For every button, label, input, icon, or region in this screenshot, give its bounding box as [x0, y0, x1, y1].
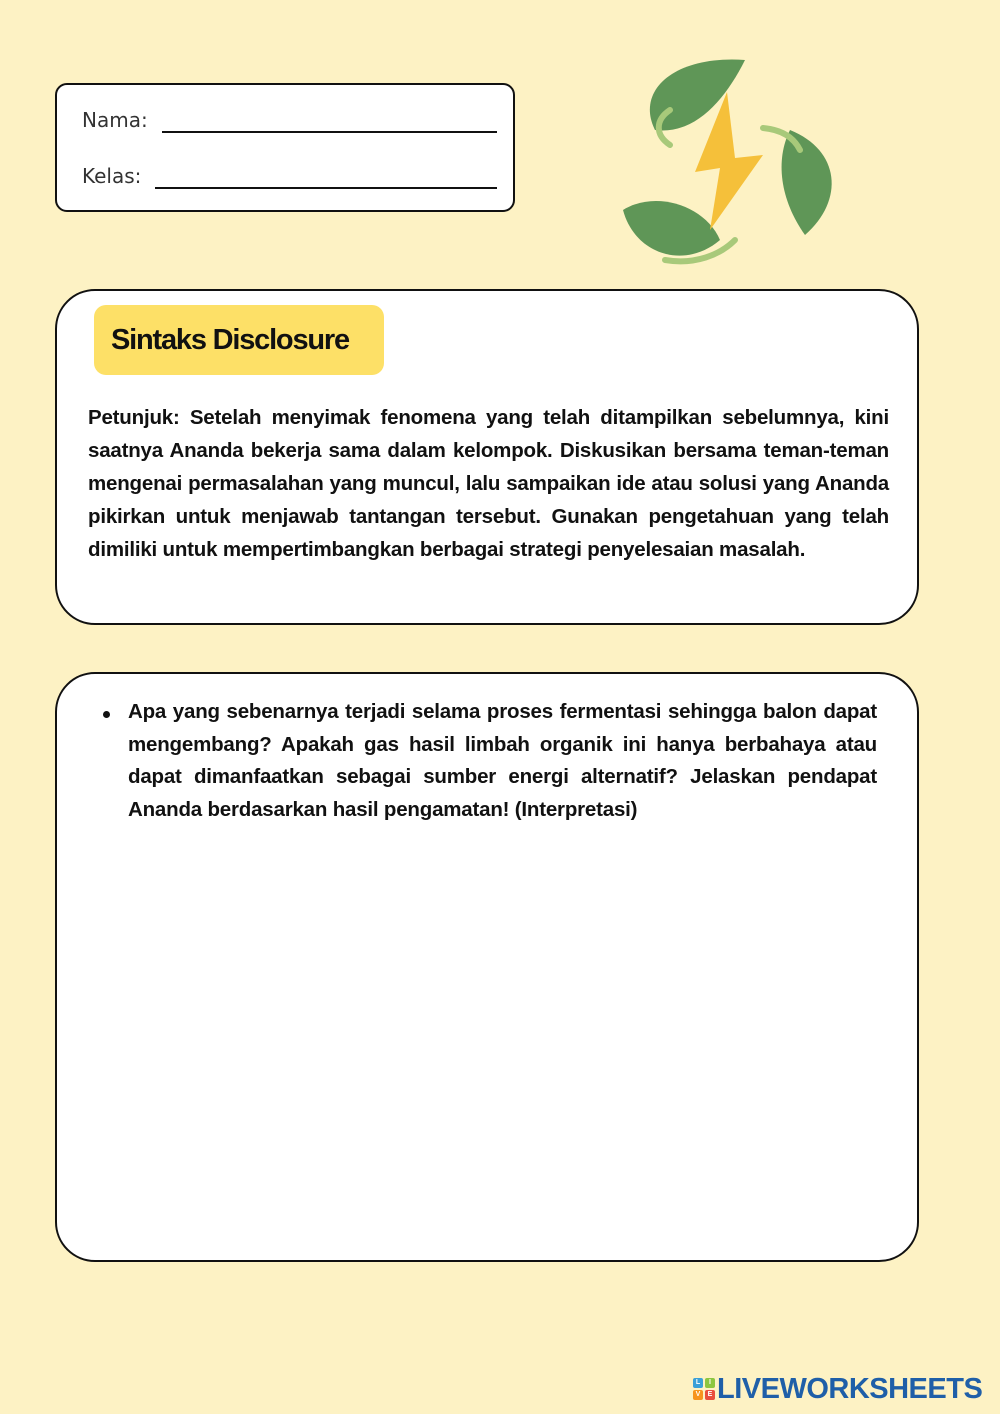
question-item	[87, 696, 877, 826]
name-field[interactable]	[162, 107, 497, 133]
liveworksheets-logo	[693, 1373, 982, 1405]
brand-name: LIVEWORKSHEETS	[717, 1372, 983, 1405]
question-text: Apa yang sebenarnya terjadi selama proses fermentasi sehingga balon dapat mengembang? Apakah gas hasil limbah organik ini hanya berbahaya atau dapat dimanfaatkan sebagai sumber energi alternatif? Jelaskan pendapat Ananda berdasarkan hasil pengamatan! (Interpretasi)	[128, 700, 877, 821]
student-info-box	[55, 83, 515, 212]
leaf-top-icon	[650, 60, 745, 131]
renewable-energy-icon	[615, 50, 845, 275]
question-list	[87, 696, 877, 826]
answer-card[interactable]	[55, 672, 919, 1262]
section-title: Sintaks Disclosure	[94, 305, 384, 375]
liveworksheets-mark-icon: L I V E	[693, 1378, 715, 1400]
instructions-text: Petunjuk: Setelah menyimak fenomena yang telah ditampilkan sebelumnya, kini saatnya Ananda bekerja sama dalam kelompok. Diskusikan bersama teman-teman mengenai permasalahan yang muncul, lalu sampaikan ide atau solusi yang Ananda pikirkan untuk menjawab tantangan tersebut. Gunakan pengetahuan yang telah dimiliki untuk mempertimbangkan berbagai strategi penyelesaian masalah.	[88, 406, 889, 561]
class-label: Kelas:	[82, 164, 142, 188]
class-row	[82, 163, 497, 189]
name-label: Nama:	[82, 108, 148, 132]
leaf-right-icon	[782, 130, 832, 235]
class-field[interactable]	[155, 163, 497, 189]
bullet-icon	[103, 711, 110, 718]
leaf-bottom-icon	[623, 201, 720, 256]
name-row	[82, 107, 497, 133]
instructions-card	[55, 289, 919, 625]
